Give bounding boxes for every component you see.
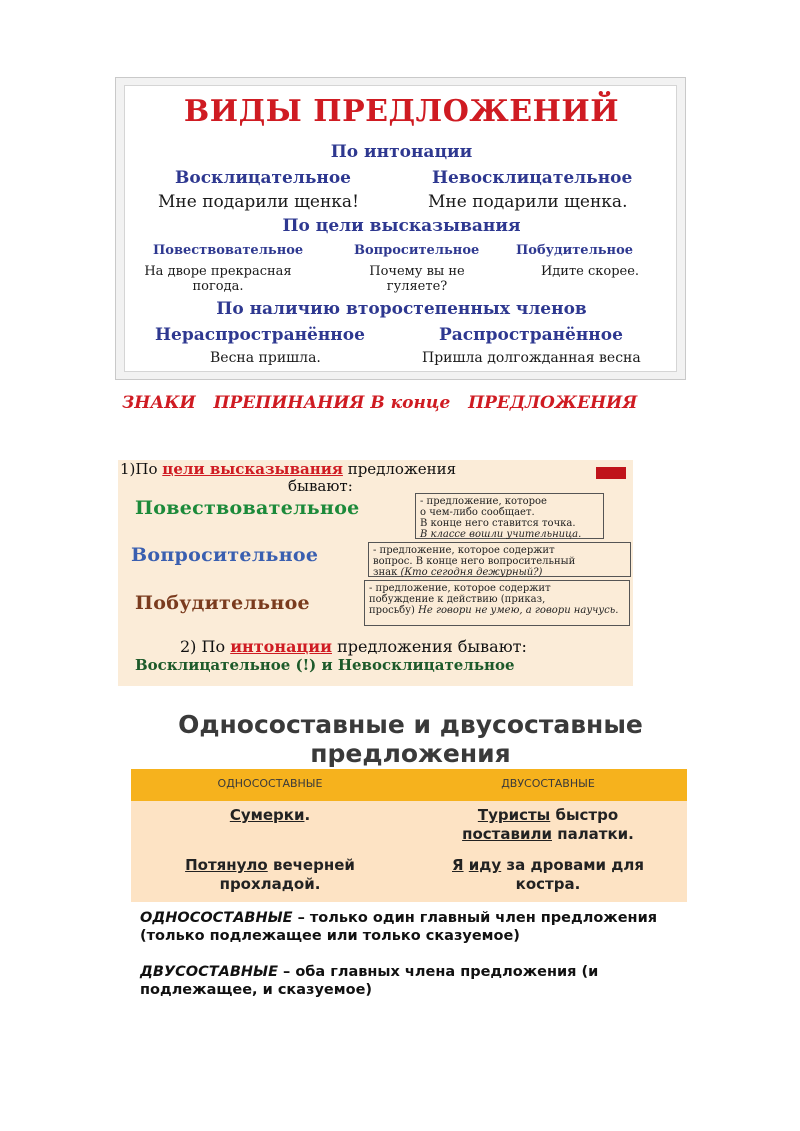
imperative-example — [525, 264, 655, 279]
cell-two-part-2-line1 — [409, 856, 687, 875]
cell-two-part-1-line1 — [409, 806, 687, 825]
interrogative-label: Вопросительное — [354, 243, 480, 258]
declarative-desc-3: В конце него ставится точка. — [420, 518, 576, 529]
interrogative-desc-tail: знак — [373, 567, 401, 578]
non-exclamatory-example: Мне подарили щенка. — [428, 192, 628, 212]
extended-example: Пришла долгожданная весна — [422, 350, 641, 366]
cell-two-part-2-rest: за дровами для — [501, 856, 644, 874]
cell-two-part-2 — [409, 856, 687, 894]
card3-title-line1: Односоставные и двусоставные — [178, 710, 643, 739]
declarative-label: Повествовательное — [153, 243, 304, 258]
imperative-desc-example: Не говори не умею, а говори научусь. — [418, 605, 619, 616]
imperative-desc-3 — [369, 605, 625, 616]
sentence-types-card — [115, 77, 686, 380]
red-flag-marker — [596, 467, 626, 479]
non-exclamatory-label: Невосклицательное — [432, 168, 633, 188]
cell-two-part-2-line2: костра. — [515, 875, 581, 893]
cell-one-part-2-line1 — [131, 856, 409, 875]
intonation-intro-prefix: 2) По — [180, 637, 231, 656]
intonation-intro-highlight: интонации — [230, 637, 332, 656]
punctuation-caption: ЗНАКИ ПРЕПИНАНИЯ В конце ПРЕДЛОЖЕНИЯ — [122, 393, 638, 413]
cell-one-part-2 — [131, 856, 409, 894]
intonation-types: Восклицательное (!) и Невосклицательное — [135, 656, 515, 674]
two-part-text: – оба главных члена предложения (и подлежащее, и сказуемое) — [140, 964, 599, 998]
interrogative-desc-1: - предложение, которое содержит — [373, 545, 555, 556]
interrogative-example-line2: гуляете? — [386, 279, 448, 294]
interrogative-example — [357, 264, 477, 294]
cell-one-part-1-rest: . — [304, 806, 311, 824]
cell-one-part-2-rest: вечерней — [267, 856, 355, 874]
declarative-example-line1: На дворе прекрасная — [144, 264, 292, 279]
unextended-label: Нераспространённое — [155, 325, 365, 345]
interrogative-desc-2: вопрос. В конце него вопросительный — [373, 556, 576, 567]
cell-one-part-1-underlined: Сумерки — [229, 806, 305, 824]
one-part-term: ОДНОСОСТАВНЫЕ — [140, 910, 293, 926]
cell-one-part-2-line2: прохладой. — [219, 875, 321, 893]
sentence-types-card-inner — [124, 85, 677, 372]
interrogative-description — [368, 542, 631, 577]
cell-one-part-1 — [131, 806, 409, 825]
declarative-description — [415, 493, 604, 539]
interrogative-desc-example: (Кто сегодня дежурный?) — [400, 567, 543, 578]
interrogative-type: Вопросительное — [131, 544, 319, 566]
declarative-desc-2: о чем-либо сообщает. — [420, 507, 535, 518]
purpose-heading: По цели высказывания — [282, 216, 521, 236]
imperative-example-line1: Идите скорее. — [540, 264, 640, 279]
col-header-two-part: ДВУСОСТАВНЫЕ — [501, 777, 595, 790]
cell-two-part-2-subject: Я — [452, 856, 464, 874]
unextended-example: Весна пришла. — [210, 350, 321, 366]
two-part-definition — [140, 963, 700, 999]
punctuation-card — [118, 460, 633, 686]
declarative-desc-example: В классе вошли учительница. — [420, 529, 582, 540]
purpose-intro-line2: бывают: — [288, 477, 353, 495]
cell-two-part-1-predicate: поставили — [462, 825, 552, 843]
declarative-example-line2: погода. — [192, 279, 244, 294]
intonation-intro-suffix: предложения бывают: — [331, 637, 527, 656]
cell-two-part-2-predicate: иду — [468, 856, 502, 874]
intonation-heading: По интонации — [330, 142, 473, 162]
purpose-intro-highlight: цели высказывания — [162, 460, 343, 478]
cell-two-part-1-subject: Туристы — [477, 806, 551, 824]
purpose-intro-suffix: предложения — [342, 460, 457, 478]
intonation-intro — [180, 637, 527, 656]
interrogative-desc-3 — [373, 567, 626, 578]
imperative-description — [364, 580, 630, 626]
extended-label: Распространённое — [439, 325, 623, 345]
imperative-desc-1: - предложение, которое содержит — [369, 583, 551, 594]
imperative-desc-tail: просьбу) — [369, 605, 419, 616]
imperative-label: Побудительное — [516, 243, 634, 258]
two-part-term: ДВУСОСТАВНЫЕ — [140, 964, 278, 980]
card3-title-line2: предложения — [310, 739, 511, 768]
interrogative-example-line1: Почему вы не — [369, 264, 465, 279]
col-header-one-part: ОДНОСОСТАВНЫЕ — [217, 777, 323, 790]
declarative-example — [143, 264, 293, 294]
one-part-definition — [140, 909, 700, 945]
cell-two-part-1-rest: быстро — [550, 806, 619, 824]
imperative-desc-2: побуждение к действию (приказ, — [369, 594, 546, 605]
one-part-text: – только один главный член предложения (только подлежащее или только сказуемое) — [140, 910, 658, 944]
card-title: ВИДЫ ПРЕДЛОЖЕНИЙ — [183, 94, 620, 129]
exclamatory-example: Мне подарили щенка! — [158, 192, 359, 212]
cell-two-part-1-rest2: палатки. — [551, 825, 634, 843]
purpose-intro — [120, 460, 456, 478]
exclamatory-label: Восклицательное — [175, 168, 351, 188]
members-heading: По наличию второстепенных членов — [216, 299, 587, 319]
imperative-type: Побудительное — [135, 592, 310, 614]
cell-two-part-1-line2 — [409, 825, 687, 844]
cell-two-part-1 — [409, 806, 687, 844]
declarative-desc-1: - предложение, которое — [420, 496, 547, 507]
purpose-intro-prefix: 1)По — [120, 460, 163, 478]
one-two-part-card — [118, 702, 703, 1002]
cell-one-part-2-predicate: Потянуло — [185, 856, 268, 874]
declarative-type: Повествовательное — [135, 497, 360, 519]
